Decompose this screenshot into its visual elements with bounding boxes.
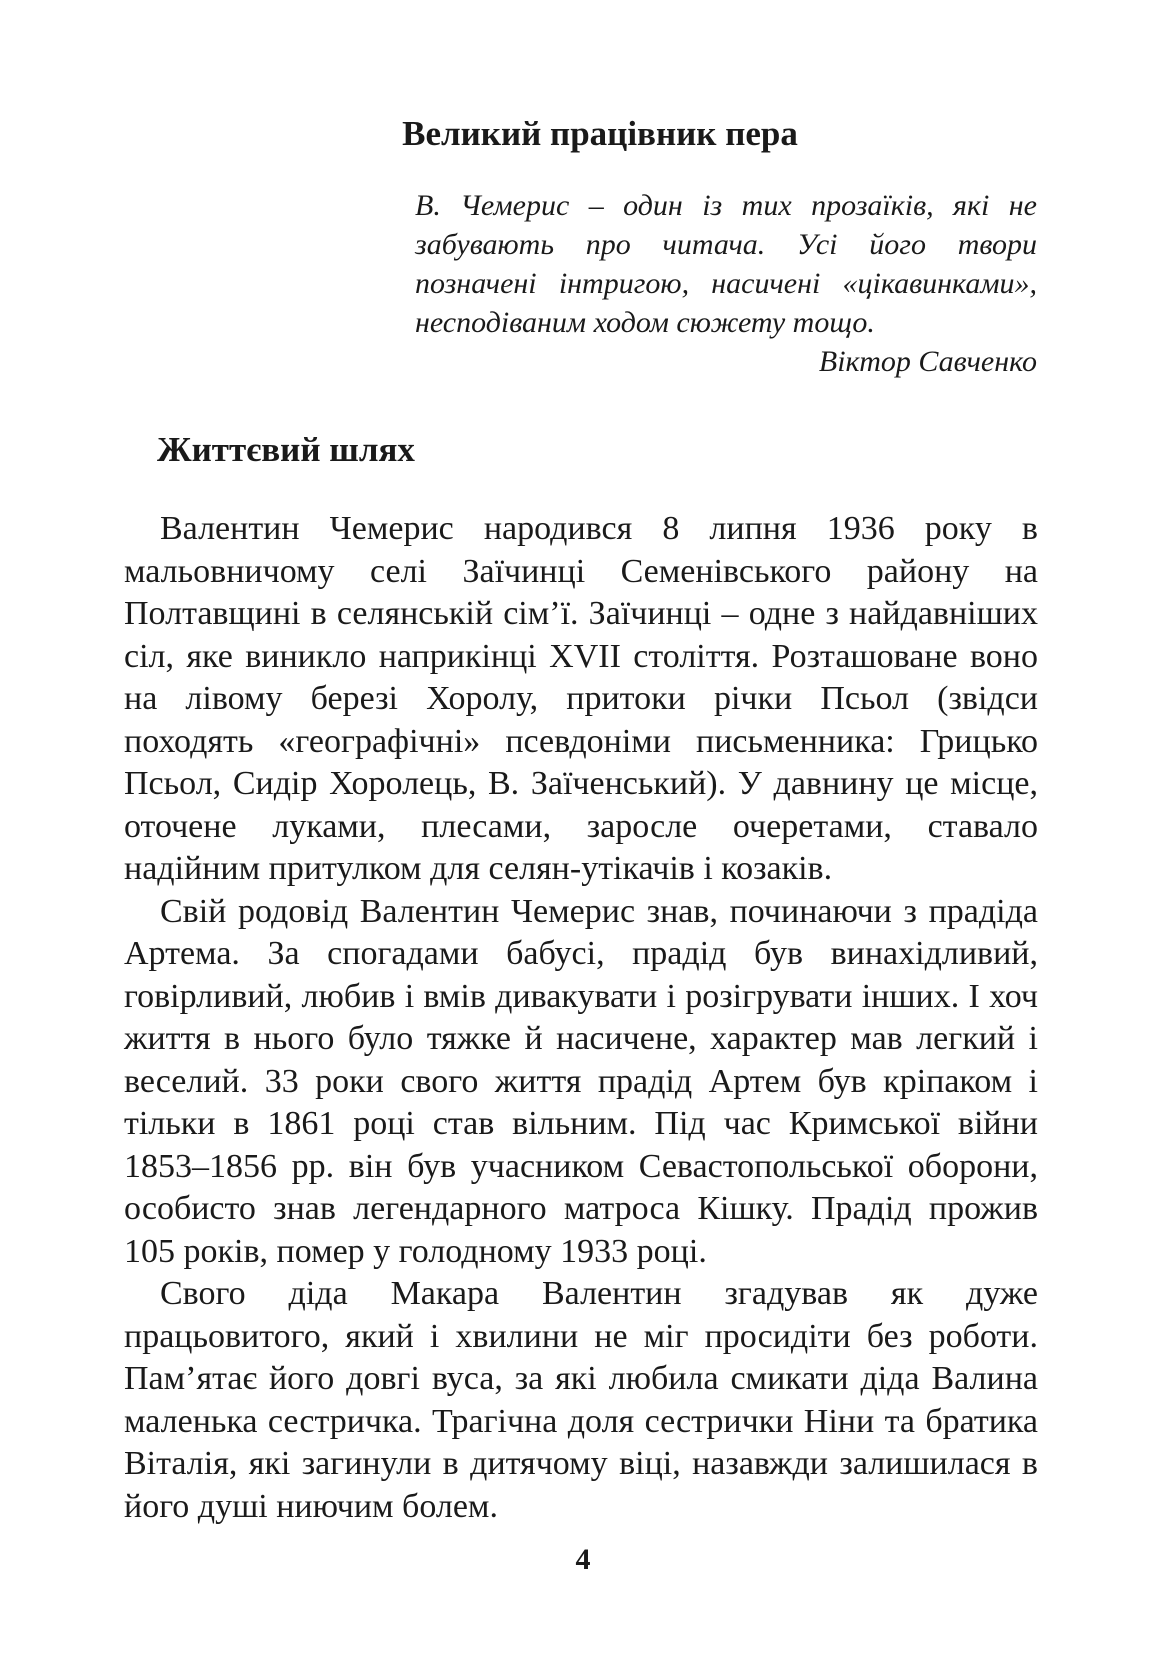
- chapter-title: Великий працівник пера: [402, 114, 798, 153]
- paragraph: Валентин Чемерис народився 8 липня 1936 року в мальовничому селі Заїчинці Семенівського району на Полтавщині в селянській сім’ї. Заїчинці – одне з найдавніших сіл, яке виникло наприкінці XVII століття. Розташоване воно на лівому березі Хоролу, притоки річки Псьол (звідси походять «географічні» псевдоніми письменника: Грицько Псьол, Сидір Хоролець, В. Заїченський). У давнину це місце, оточене луками, плесами, заросле очеретами, ставало надійним притулком для селян-утікачів і козаків.: [124, 510, 1038, 887]
- body-text: [124, 508, 1038, 1528]
- epigraph-author: Віктор Савченко: [818, 345, 1037, 378]
- paragraph: Свого діда Макара Валентин згадував як дуже працьовитого, який і хвилини не міг просидіти без роботи. Пам’ятає його довгі вуса, за які любила смикати діда Валина маленька сестричка. Трагічна доля сестрички Ніни та братика Віталія, які загинули в дитячому віці, назавжди залишилася в його душі ниючим болем.: [124, 1275, 1038, 1525]
- epigraph: [415, 186, 1037, 381]
- page-number: 4: [575, 1543, 591, 1576]
- section-title: Життєвий шлях: [157, 430, 415, 469]
- epigraph-text: В. Чемерис – один із тих прозаїків, які не забувають про читача. Усі його твори позначені інтригою, насичені «цікавинками», несподіваним ходом сюжету тощо.: [415, 189, 1037, 339]
- paragraph: Свій родовід Валентин Чемерис знав, починаючи з прадіда Артема. За спогадами бабусі, прадід був винахідливий, говірливий, любив і вмів дивакувати і розігрувати інших. І хоч життя в нього було тяжке й насичене, характер мав легкий і веселий. 33 роки свого життя прадід Артем був кріпаком і тільки в 1861 році став вільним. Під час Кримської війни 1853–1856 рр. він був учасником Севастопольської оборони, особисто знав легендарного матроса Кішку. Прадід прожив 105 років, помер у голодному 1933 році.: [124, 892, 1038, 1270]
